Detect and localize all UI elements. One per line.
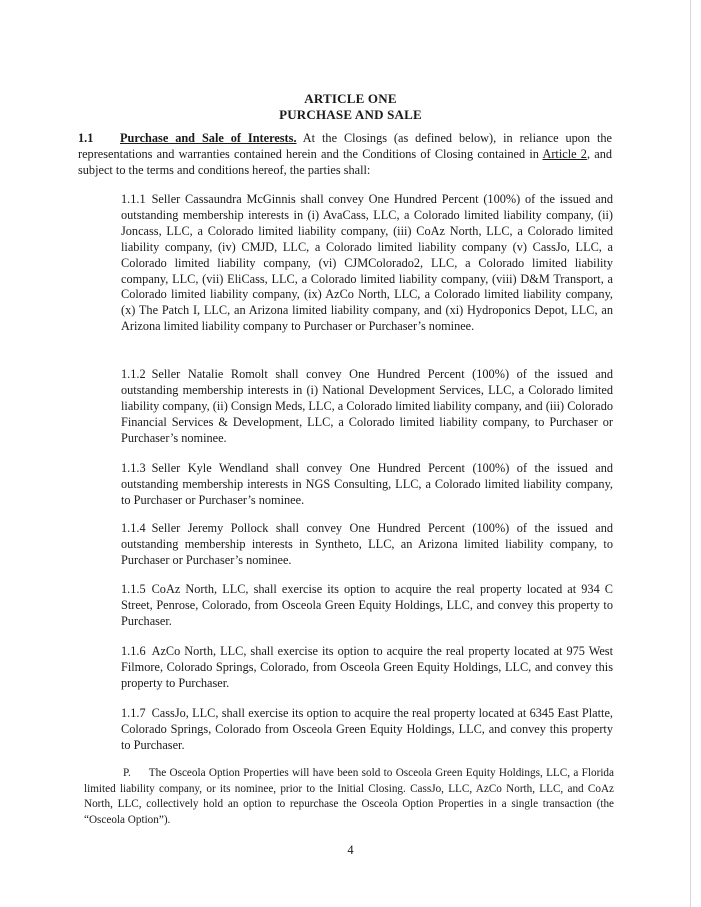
subsection-text: Seller Jeremy Pollock shall convey One Hundred Percent (100%) of the issued and outstanding membership interests in Syntheto, LLC, an Arizona limited liability company, to Purchaser or Purchaser’s nominee. bbox=[121, 521, 613, 567]
section-text-a: At the Closings (as defined below), in reliance upon the representations and warranties contained herein and the Conditions of Closing contained in bbox=[78, 131, 612, 161]
subsection-1-1-1 bbox=[121, 192, 613, 335]
subsection-text: AzCo North, LLC, shall exercise its option to acquire the real property located at 975 West Filmore, Colorado Springs, Colorado, from Osceola Green Equity Holdings, LLC, and convey this property to Purchaser. bbox=[121, 644, 613, 690]
subsection-1-1-4 bbox=[121, 521, 613, 569]
subsection-text: CassJo, LLC, shall exercise its option to acquire the real property located at 6345 East Platte, Colorado Springs, Colorado from Osceola Green Equity Holdings, LLC, and convey this property to Purchaser. bbox=[121, 706, 613, 752]
article-subtitle: PURCHASE AND SALE bbox=[279, 107, 422, 122]
subsection-number: 1.1.7 bbox=[121, 706, 146, 720]
section-title: Purchase and Sale of Interests. bbox=[120, 131, 297, 145]
subsection-number: 1.1.5 bbox=[121, 582, 146, 596]
page-number: 4 bbox=[347, 843, 354, 857]
subsection-number: 1.1.6 bbox=[121, 644, 146, 658]
subsection-number: 1.1.2 bbox=[121, 367, 146, 381]
subsection-1-1-6 bbox=[121, 644, 613, 692]
subsection-text: Seller Kyle Wendland shall convey One Hundred Percent (100%) of the issued and outstanding membership interests in NGS Consulting, LLC, a Colorado limited liability company, to Purchaser or Purchaser’s nominee. bbox=[121, 461, 613, 507]
section-1-1 bbox=[78, 131, 612, 179]
subsection-number: 1.1.3 bbox=[121, 461, 146, 475]
subsection-1-1-3 bbox=[121, 461, 613, 509]
paragraph-text: The Osceola Option Properties will have been sold to Osceola Green Equity Holdings, LLC, a Florida limited liability company, or its nominee, prior to the Initial Closing. CassJo, LLC, AzCo North, LLC, and CoAz North, LLC, collectively hold an option to repurchase the Osceola Option Properties in a single transaction (the “Osceola Option”). bbox=[84, 767, 614, 826]
subsection-number: 1.1.1 bbox=[121, 192, 146, 206]
subsection-text: CoAz North, LLC, shall exercise its option to acquire the real property located at 934 C Street, Penrose, Colorado, from Osceola Green Equity Holdings, LLC, and convey this property to Purchaser. bbox=[121, 582, 613, 628]
article-title: ARTICLE ONE bbox=[304, 91, 397, 106]
section-text-b: , and subject to the terms and conditions hereof, the parties shall: bbox=[78, 146, 612, 177]
subsection-text: Seller Natalie Romolt shall convey One Hundred Percent (100%) of the issued and outstanding membership interests in (i) National Development Services, LLC, a Colorado limited liability company, (ii) Consign Meds, LLC, a Colorado limited liability company, and (iii) Colorado Financial Services & Development, LLC, a Colorado limited liability company, to Purchaser or Purchaser’s nominee. bbox=[121, 367, 613, 445]
section-number: 1.1 bbox=[78, 131, 94, 145]
subsection-1-1-7 bbox=[121, 706, 613, 754]
subsection-1-1-5 bbox=[121, 582, 613, 630]
paragraph-letter: P. bbox=[123, 767, 131, 779]
subsection-text: Seller Cassaundra McGinnis shall convey One Hundred Percent (100%) of the issued and outstanding membership interests in (i) AvaCass, LLC, a Colorado limited liability company, (ii) Joncass, LLC, a Colorado limited liability company, (iii) CoAz North, LLC, a Colorado limited liability company, (iv) CMJD, LLC, a Colorado limited liability company (v) CassJo, LLC, a Colorado limited liability company, (vi) CJMColorado2, LLC, a Colorado limited liability company, LLC, (vii) EliCass, LLC, a Colorado limited liability company, (viii) D&M Transport, a Colorado limited liability company, (ix) AzCo North, LLC, a Colorado limited liability company, (x) The Patch I, LLC, an Arizona limited liability company, and (xi) Hydroponics Depot, LLC, an Arizona limited liability company to Purchaser or Purchaser’s nominee. bbox=[121, 192, 613, 334]
article-2-reference: Article 2 bbox=[542, 146, 587, 161]
subsection-1-1-2 bbox=[121, 367, 613, 447]
paragraph-p bbox=[84, 766, 614, 828]
subsection-number: 1.1.4 bbox=[121, 521, 146, 535]
